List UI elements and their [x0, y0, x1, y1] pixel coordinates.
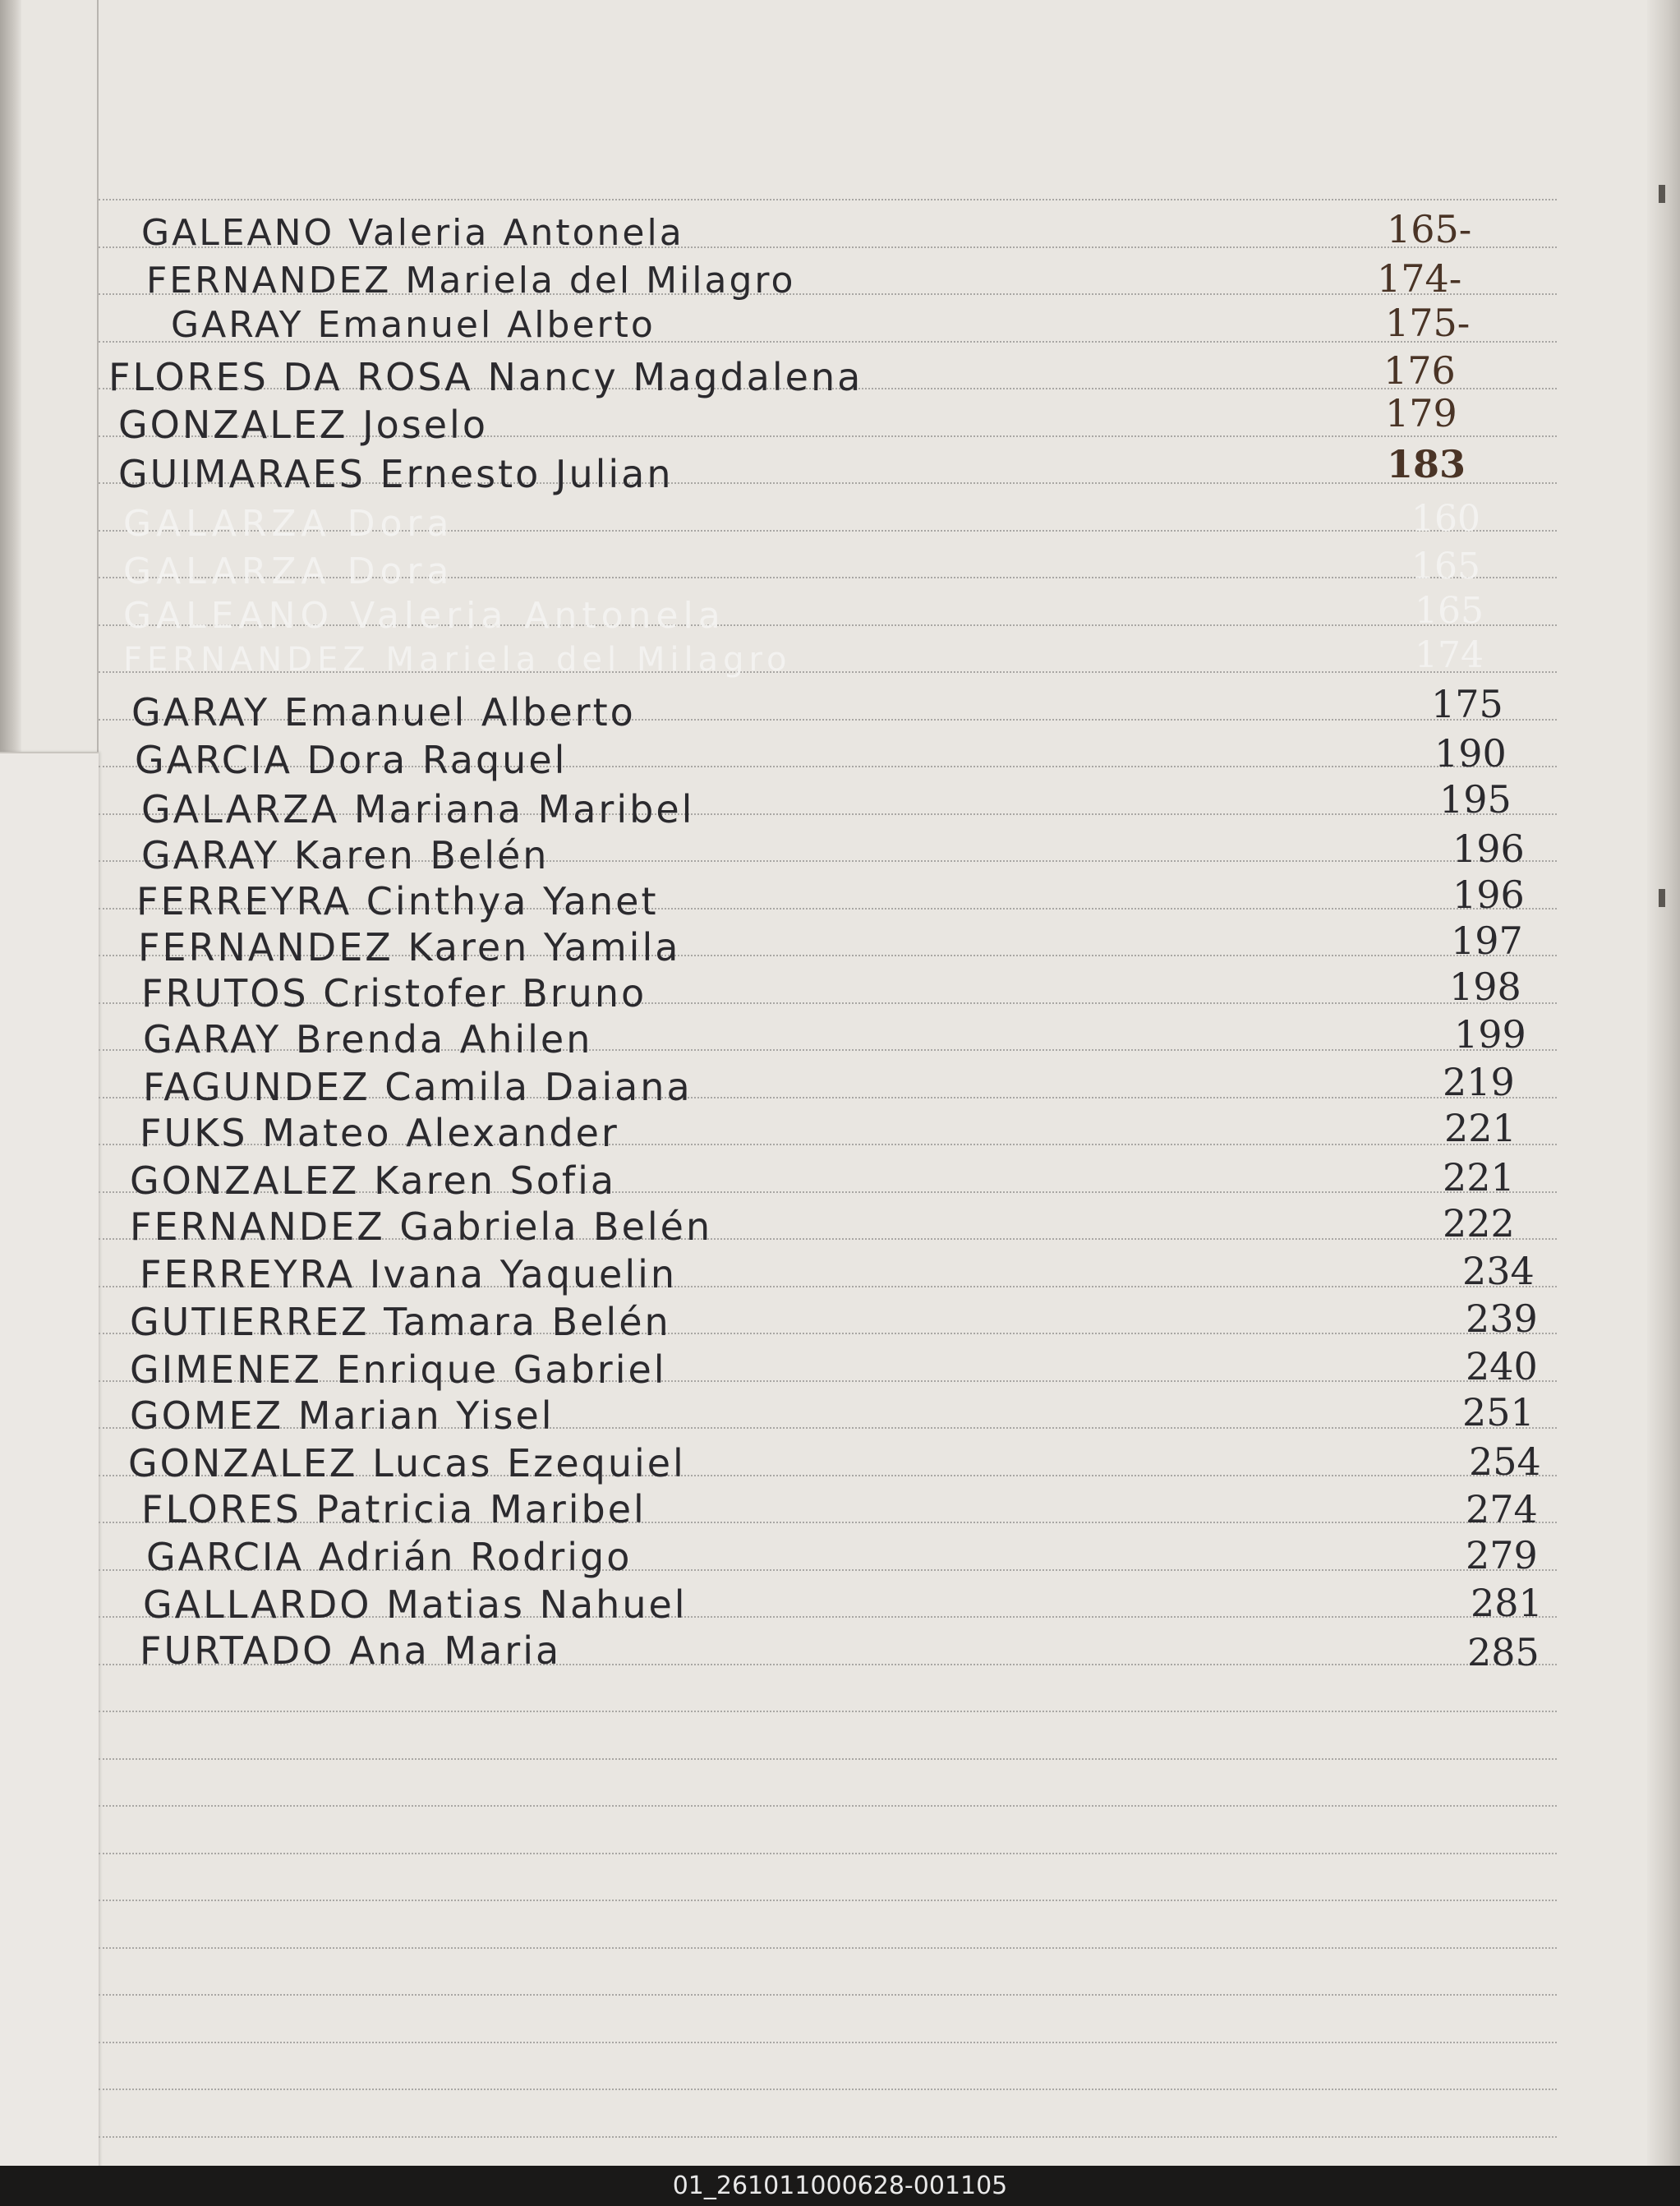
entry-name: GOMEZ Marian Yisel: [130, 1393, 555, 1438]
entry-number: 165-: [1387, 207, 1472, 251]
erased-entry-number: 160: [1411, 498, 1480, 540]
ruled-line: [99, 1994, 1557, 1996]
entry-number: 219: [1443, 1060, 1515, 1104]
erased-entry-name: GALARZA Dora: [123, 550, 454, 592]
entry-name: GARAY Emanuel Alberto: [131, 690, 636, 735]
entry-number: 197: [1451, 919, 1523, 963]
ruled-line: [99, 1900, 1557, 1901]
entry-number: 196: [1452, 873, 1525, 917]
entry-name: GALARZA Mariana Maribel: [141, 787, 695, 831]
entry-number: 240: [1466, 1344, 1538, 1389]
entry-number: 221: [1443, 1155, 1515, 1200]
entry-number: 175: [1431, 682, 1503, 726]
entry-name: FLORES Patricia Maribel: [141, 1487, 647, 1531]
ruled-line: [99, 2136, 1557, 2138]
entry-number: 279: [1466, 1533, 1538, 1577]
entry-number: 222: [1443, 1201, 1515, 1246]
ruled-line: [99, 2089, 1557, 2090]
entry-name: GONZALEZ Joselo: [118, 403, 488, 447]
entry-number: 274: [1466, 1487, 1538, 1531]
erased-entry-number: 174: [1415, 634, 1484, 676]
margin-line: [97, 0, 99, 752]
entry-name: GARCIA Dora Raquel: [135, 738, 568, 782]
ruled-line: [99, 1711, 1557, 1712]
entry-name: FERNANDEZ Karen Yamila: [138, 925, 681, 969]
entry-name: GARAY Brenda Ahilen: [143, 1017, 593, 1062]
entry-number: 251: [1462, 1390, 1535, 1435]
erased-entry-name: GALEANO Valeria Antonela: [123, 595, 725, 637]
entry-name: GUIMARAES Ernesto Julian: [118, 452, 674, 496]
entry-name: GALEANO Valeria Antonela: [141, 212, 684, 254]
entry-number: 183: [1387, 442, 1466, 486]
erased-entry-name: FERNANDEZ Mariela del Milagro: [123, 641, 792, 679]
binder-mark: [1659, 185, 1665, 203]
entry-name: FAGUNDEZ Camila Daiana: [143, 1065, 693, 1109]
entry-name: GIMENEZ Enrique Gabriel: [130, 1347, 667, 1392]
ruled-line: [99, 1853, 1557, 1854]
entry-name: FRUTOS Cristofer Bruno: [141, 971, 647, 1015]
entry-name: FERREYRA Cinthya Yanet: [136, 879, 659, 923]
underlying-sheet: [0, 752, 99, 2166]
binder-mark: [1659, 889, 1665, 907]
entry-name: GARCIA Adrián Rodrigo: [146, 1535, 633, 1579]
ruled-line: [99, 1805, 1557, 1807]
ruled-line: [99, 199, 1557, 200]
entry-number: 175-: [1385, 301, 1471, 345]
scan-id-footer: 01_261011000628-001105: [0, 2166, 1680, 2206]
entry-name: GUTIERREZ Tamara Belén: [130, 1300, 671, 1344]
entry-number: 198: [1449, 965, 1521, 1009]
erased-entry-number: 165: [1415, 590, 1484, 632]
entry-name: FLORES DA ROSA Nancy Magdalena: [108, 355, 863, 399]
entry-name: FERNANDEZ Gabriela Belén: [130, 1204, 713, 1249]
entry-number: 190: [1434, 731, 1507, 776]
entry-name: FERREYRA Ivana Yaquelin: [140, 1252, 678, 1296]
entry-name: GONZALEZ Karen Sofia: [130, 1158, 617, 1203]
ruled-line: [99, 2042, 1557, 2043]
ruled-line: [99, 1947, 1557, 1949]
entry-name: GALLARDO Matias Nahuel: [143, 1582, 688, 1627]
entry-number: 254: [1469, 1439, 1541, 1484]
entry-number: 285: [1467, 1630, 1540, 1674]
entry-number: 234: [1462, 1249, 1535, 1293]
erased-entry-name: GALARZA Dora: [123, 503, 454, 545]
entry-number: 195: [1439, 777, 1512, 822]
entry-name: FURTADO Ana Maria: [140, 1628, 562, 1673]
entry-number: 176: [1383, 348, 1456, 393]
ruled-line: [99, 1758, 1557, 1760]
entry-name: GARAY Karen Belén: [141, 833, 550, 877]
entry-number: 199: [1454, 1012, 1526, 1057]
entry-name: GONZALEZ Lucas Ezequiel: [128, 1441, 686, 1485]
entry-number: 174-: [1377, 256, 1462, 301]
entry-name: GARAY Emanuel Alberto: [171, 304, 656, 346]
entry-number: 196: [1452, 827, 1525, 871]
entry-number: 221: [1444, 1106, 1517, 1150]
entry-name: FERNANDEZ Mariela del Milagro: [146, 260, 796, 302]
erased-entry-number: 165: [1411, 546, 1480, 587]
entry-number: 281: [1471, 1581, 1543, 1625]
entry-number: 179: [1385, 391, 1457, 435]
page-right-edge: [1647, 0, 1680, 2166]
entry-number: 239: [1466, 1296, 1538, 1341]
entry-name: FUKS Mateo Alexander: [140, 1111, 619, 1155]
